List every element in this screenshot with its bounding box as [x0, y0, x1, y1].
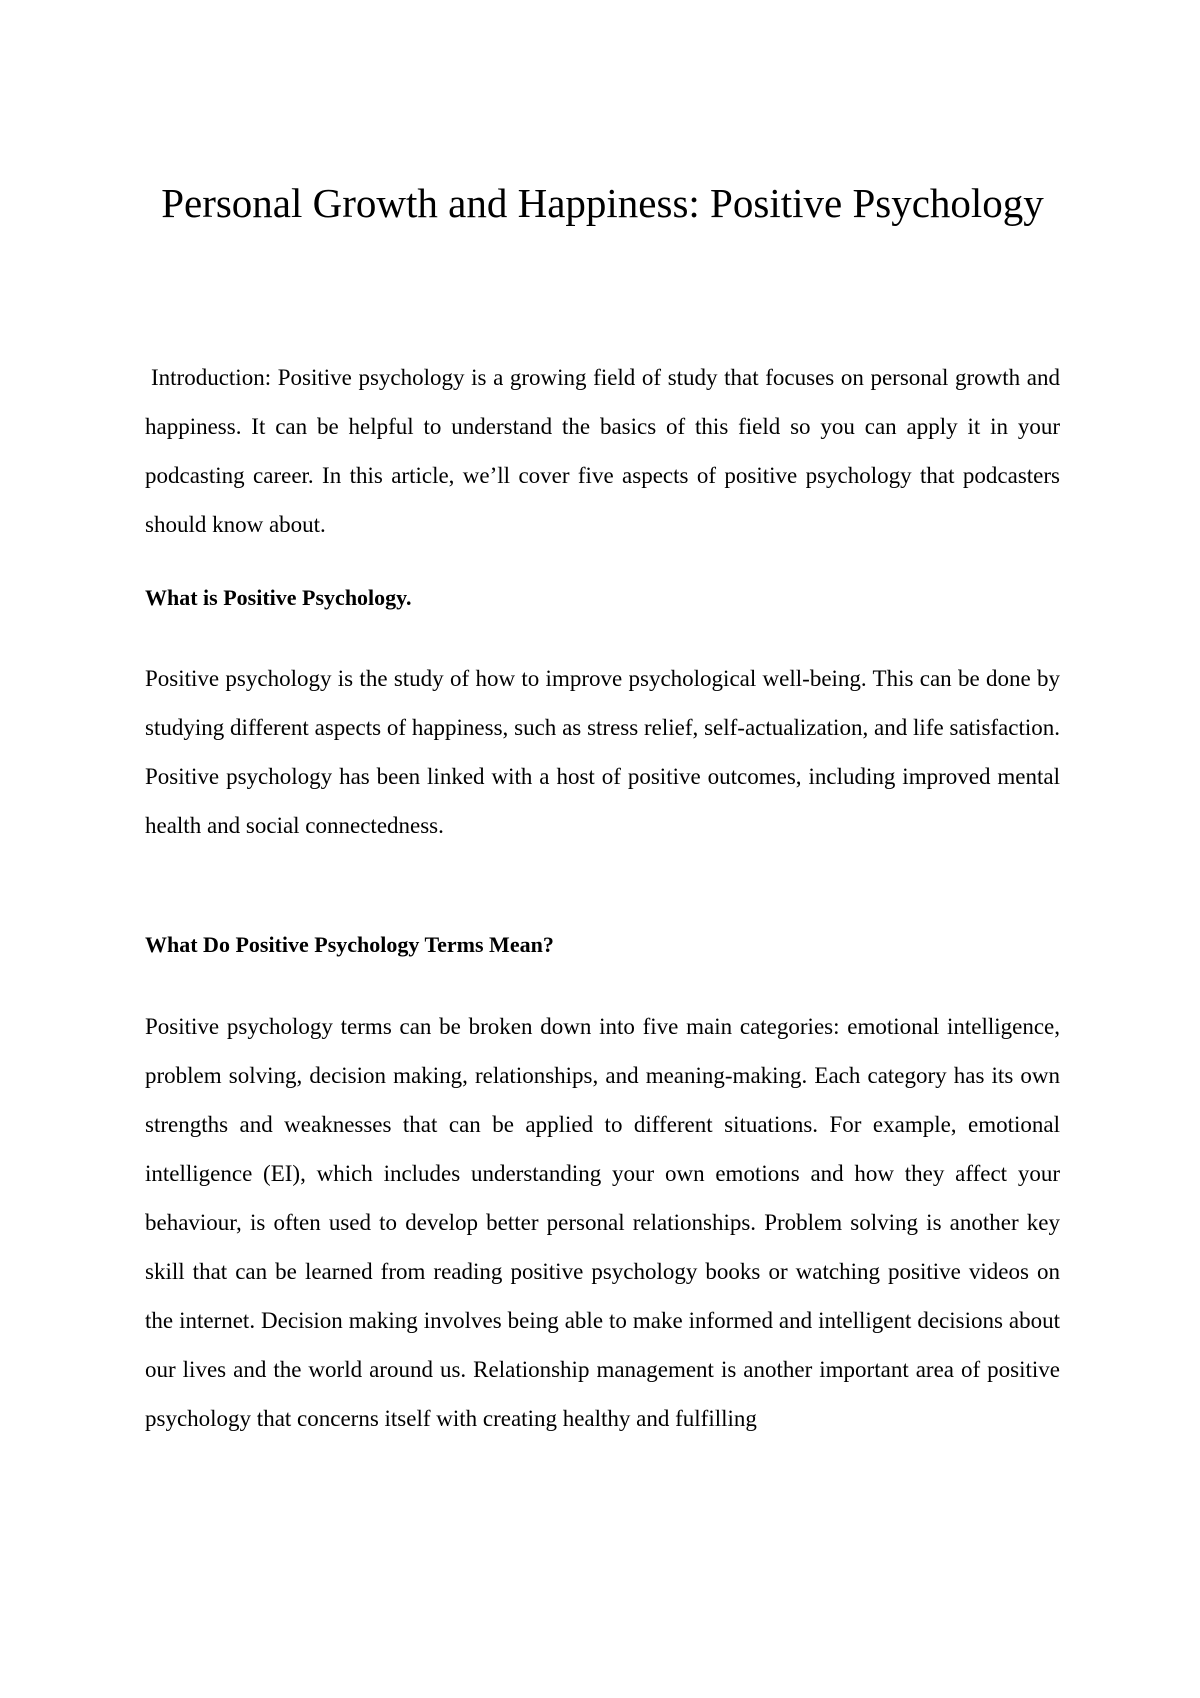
- section-body-what-is: Positive psychology is the study of how to improve psychological well-being. This can be done by studying different aspects of happiness, such as stress relief, self-actualization, and life satisfaction. Positive psychology has been linked with a host of positive outcomes, including improved mental health and social connectedness.: [145, 666, 1060, 838]
- section-body-terms: Positive psychology terms can be broken down into five main categories: emotional intelligence, problem solving, decision making, relationships, and meaning-making. Each category has its own strengths and weaknesses that can be applied to different situations. For example, emotional intelligence (EI), which includes understanding your own emotions and how they affect your behaviour, is often used to develop better personal relationships. Problem solving is another key skill that can be learned from reading positive psychology books or watching positive videos on the internet. Decision making involves being able to make informed and intelligent decisions about our lives and the world around us. Relationship management is another important area of positive psychology that concerns itself with creating healthy and fulfilling: [145, 1014, 1060, 1431]
- document-title: Personal Growth and Happiness: Positive Psychology: [161, 180, 1044, 226]
- section-heading-what-is: What is Positive Psychology.: [145, 585, 412, 610]
- intro-paragraph: Introduction: Positive psychology is a growing field of study that focuses on personal growth and happiness. It can be helpful to understand the basics of this field so you can apply it in your podcasting career. In this article, we’ll cover five aspects of positive psychology that podcasters should know about.: [145, 365, 1060, 537]
- section-heading-terms: What Do Positive Psychology Terms Mean?: [145, 932, 554, 957]
